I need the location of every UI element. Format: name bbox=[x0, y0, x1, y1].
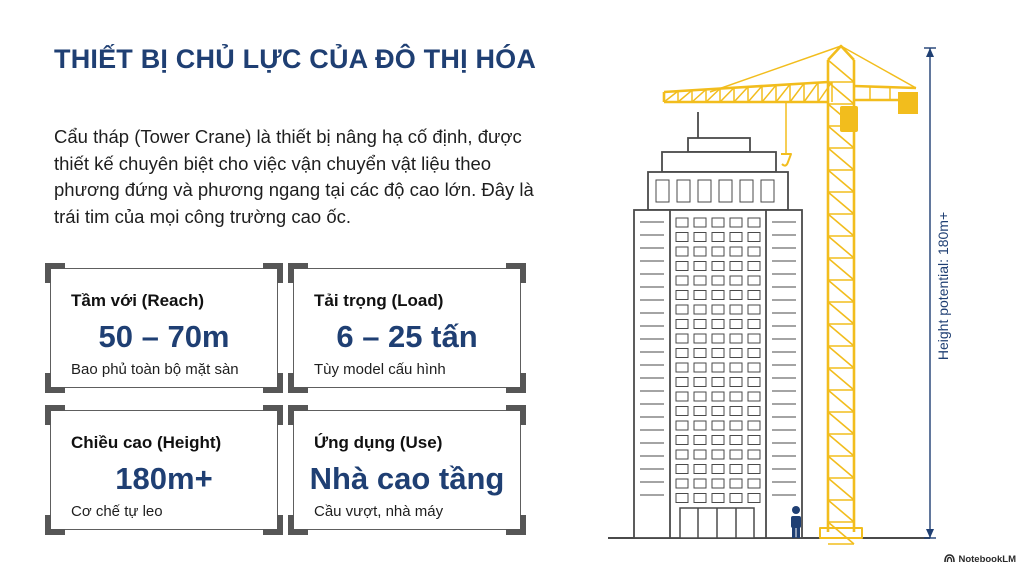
frame-corner bbox=[45, 263, 65, 283]
building-entrance bbox=[680, 508, 754, 538]
spec-value: 6 – 25 tấn bbox=[336, 319, 478, 354]
spec-note: Cơ chế tự leo bbox=[71, 503, 163, 520]
notebooklm-logo-icon bbox=[944, 553, 955, 566]
spec-note: Bao phủ toàn bộ mặt sàn bbox=[71, 361, 239, 378]
spec-label: Chiều cao (Height) bbox=[71, 433, 222, 452]
frame-corner bbox=[45, 515, 65, 535]
frame-corner bbox=[263, 405, 283, 425]
intro-paragraph: Cẩu tháp (Tower Crane) là thiết bị nâng hạ cố định, được thiết kế chuyên biệt cho việc vận chuyển vật liệu theo phương đứng và phương ngang tại các độ cao lớn. Đây là trái tim của mọi công trường cao ốc. bbox=[54, 126, 534, 227]
frame-corner bbox=[263, 515, 283, 535]
frame-corner bbox=[45, 405, 65, 425]
frame-corner bbox=[45, 373, 65, 393]
frame-corner bbox=[506, 263, 526, 283]
frame-corner bbox=[506, 515, 526, 535]
brand-watermark bbox=[944, 553, 1016, 566]
frame-corner bbox=[288, 263, 308, 283]
spec-label: Tải trọng (Load) bbox=[314, 291, 444, 310]
frame-corner bbox=[288, 515, 308, 535]
crane-cab-and-counterweight bbox=[840, 92, 918, 132]
frame-corner bbox=[506, 405, 526, 425]
spec-card-reach bbox=[50, 268, 278, 388]
frame-corner bbox=[263, 263, 283, 283]
frame-corner bbox=[506, 373, 526, 393]
spec-card-use bbox=[293, 410, 521, 530]
frame-corner bbox=[288, 373, 308, 393]
spec-note: Cầu vượt, nhà máy bbox=[314, 503, 444, 520]
spec-value: 180m+ bbox=[115, 461, 213, 496]
crane-building-illustration bbox=[600, 30, 1000, 550]
frame-corner bbox=[288, 405, 308, 425]
spec-value: Nhà cao tầng bbox=[309, 461, 505, 496]
frame-corner bbox=[263, 373, 283, 393]
page-title: THIẾT BỊ CHỦ LỰC CỦA ĐÔ THỊ HÓA bbox=[54, 44, 537, 74]
spec-label: Tầm với (Reach) bbox=[71, 291, 205, 310]
height-label: Height potential: 180m+ bbox=[935, 211, 951, 361]
spec-label: Ứng dụng (Use) bbox=[314, 433, 443, 452]
spec-card-height bbox=[50, 410, 278, 530]
spec-value: 50 – 70m bbox=[98, 319, 230, 354]
spec-note: Tùy model cấu hình bbox=[314, 361, 446, 378]
spec-card-load bbox=[293, 268, 521, 388]
brand-name: NotebookLM bbox=[958, 554, 1016, 565]
